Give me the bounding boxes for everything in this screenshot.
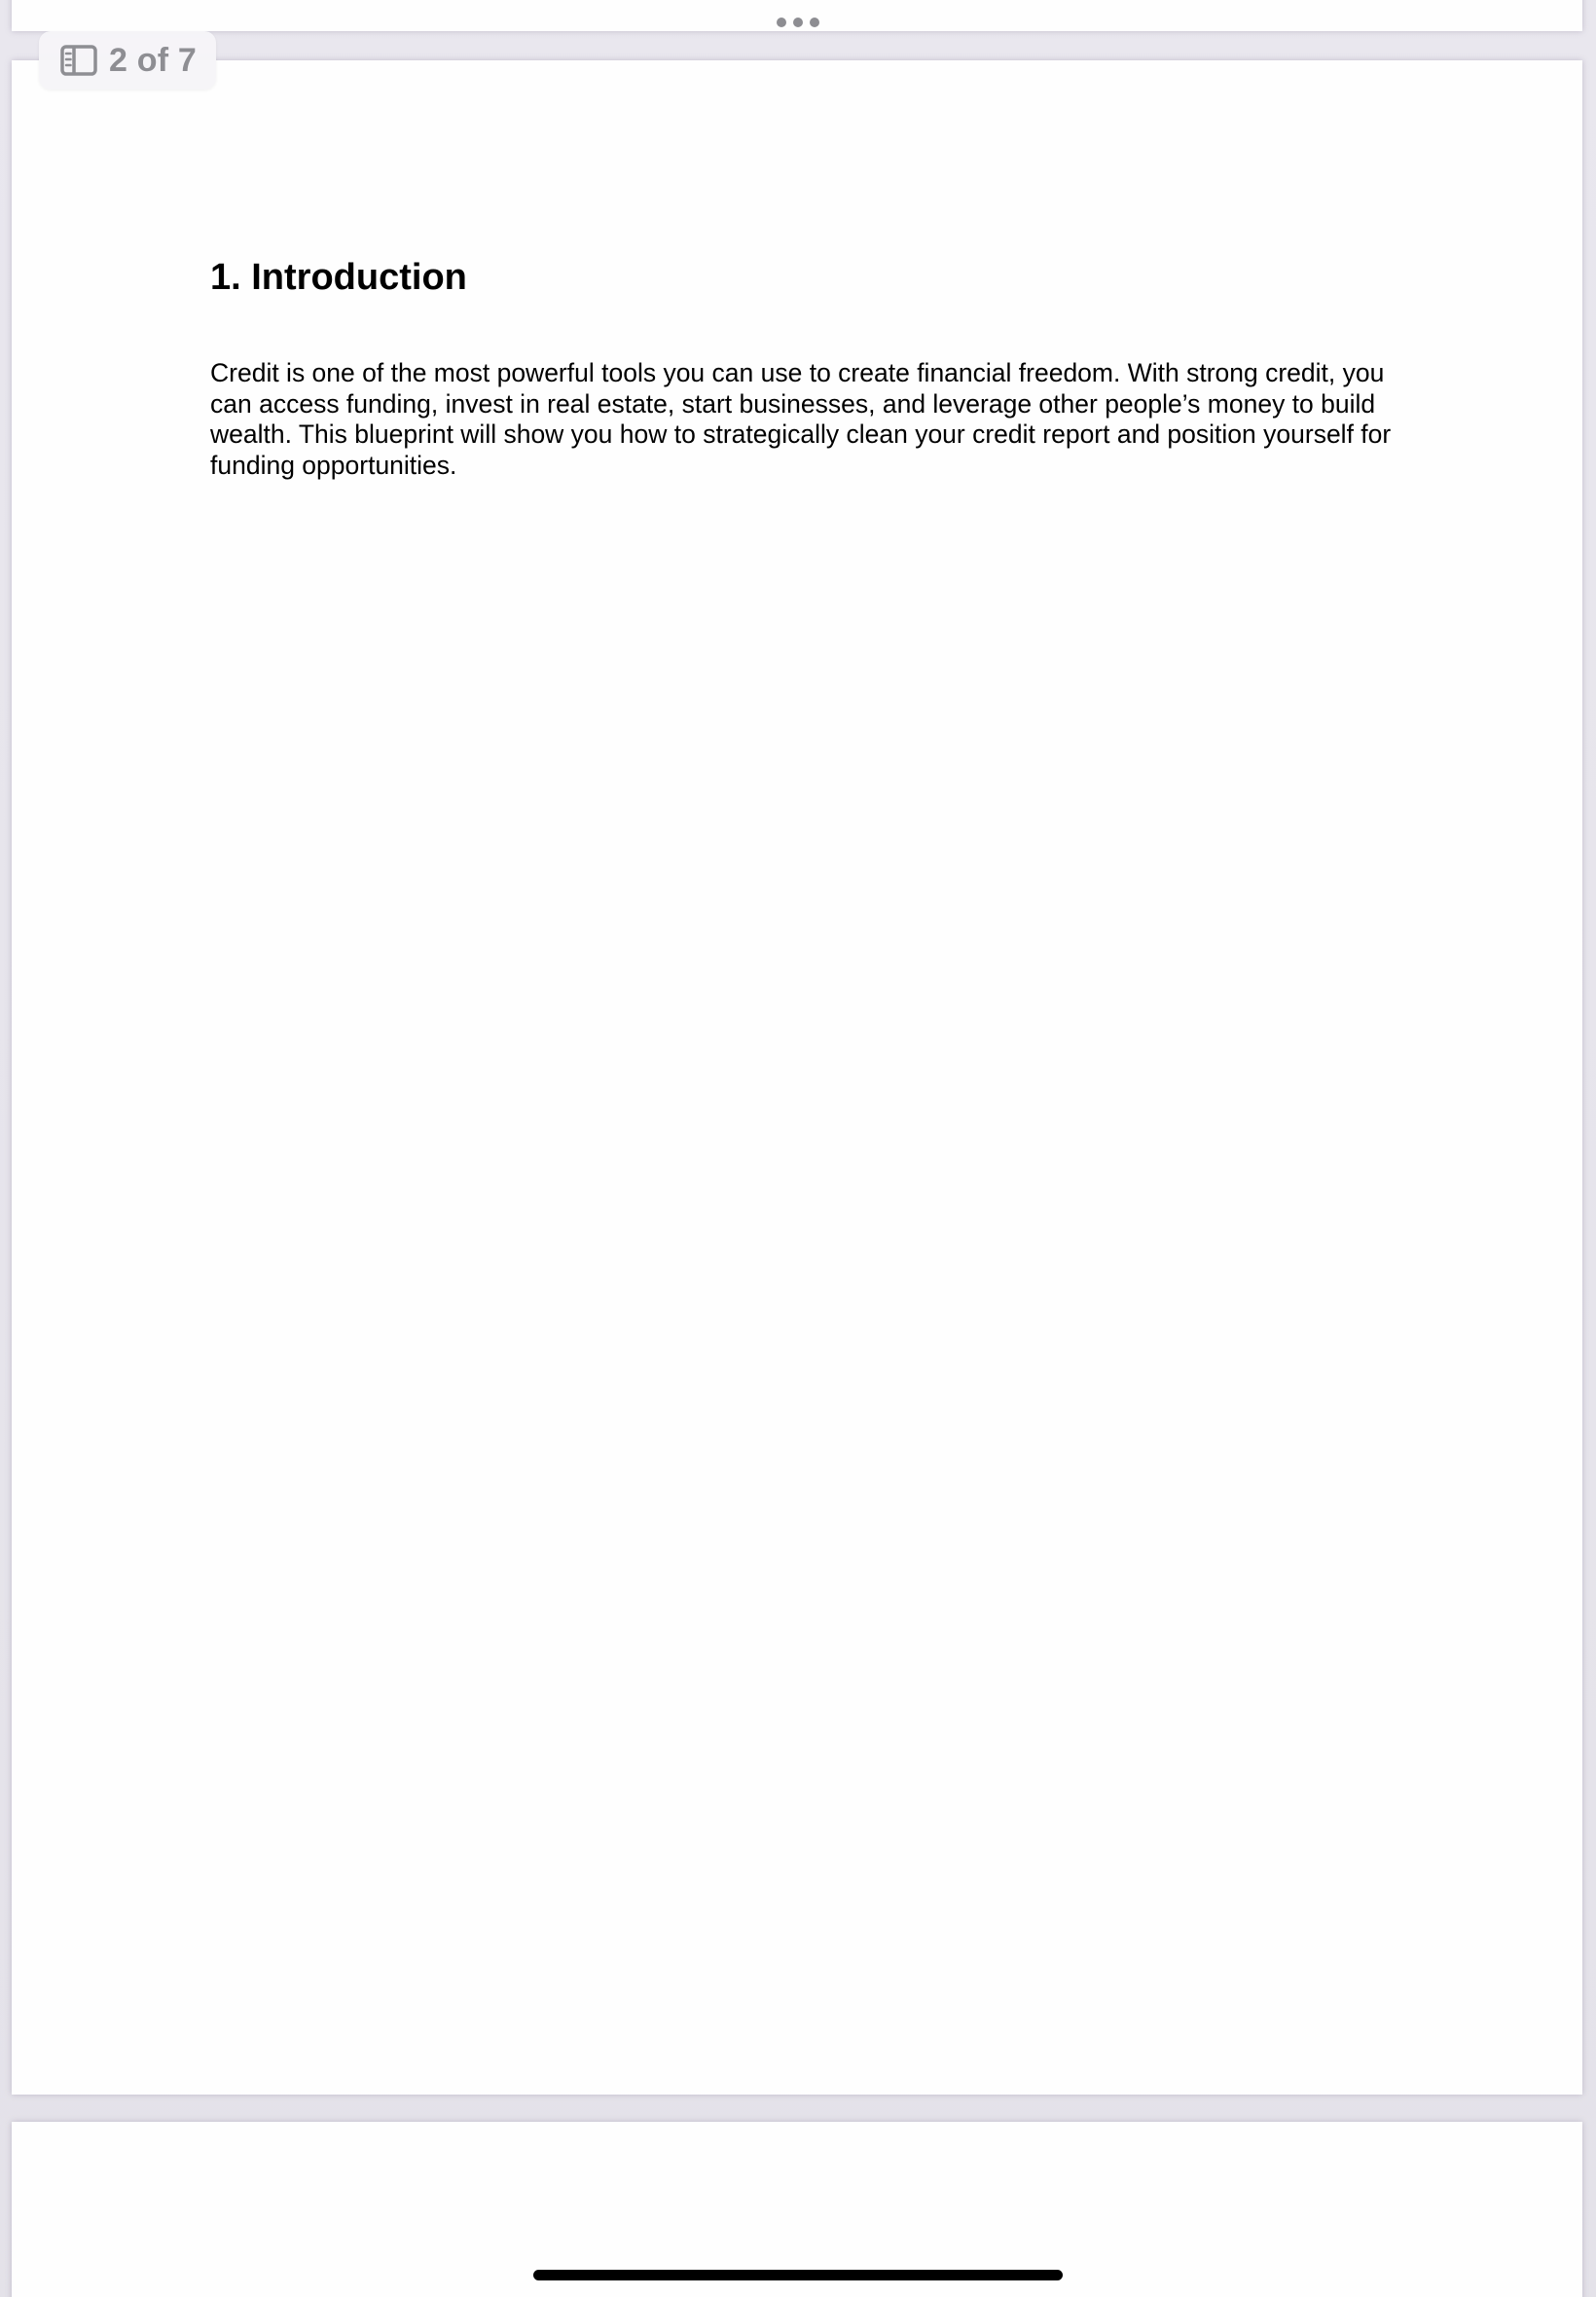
page-count-label: 2 of 7 [109, 41, 198, 79]
more-dots-icon[interactable] [777, 17, 819, 28]
intro-paragraph: Credit is one of the most powerful tools you can use to create financial freedom. With strong credit, you can access funding, invest in real estate, start businesses, and leverage other people’s money to build wealth. This blueprint will show you how to strategically clean your credit report and position yourself for funding opportunities. [210, 358, 1392, 480]
section-heading: 1. Introduction [210, 257, 467, 298]
current-page[interactable] [12, 60, 1582, 2095]
home-indicator[interactable] [533, 2270, 1063, 2280]
page-indicator[interactable] [39, 31, 216, 90]
sidebar-toggle-icon [60, 45, 97, 76]
